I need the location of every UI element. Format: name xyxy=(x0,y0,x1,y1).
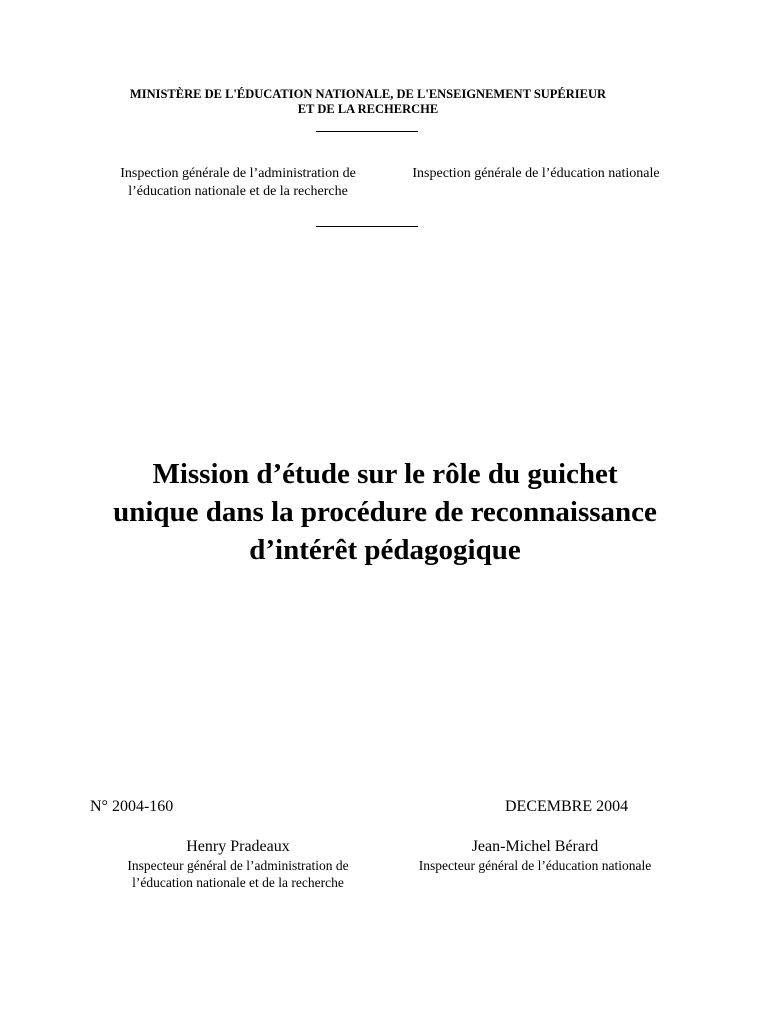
divider-top xyxy=(316,131,418,132)
ministry-line-2: ET DE LA RECHERCHE xyxy=(297,102,439,116)
divider-middle xyxy=(316,226,418,227)
author-block xyxy=(390,837,680,874)
report-date: DECEMBRE 2004 xyxy=(505,798,629,815)
ministry-line-1: MINISTÈRE DE L'ÉDUCATION NATIONALE, DE L'ENSEIGNEMENT SUPÉRIEUR xyxy=(129,87,607,101)
report-title-line-2: unique dans la procédure de reconnaissance xyxy=(113,496,657,528)
inspection-administration-line-1: Inspection générale de l’administration de xyxy=(120,166,356,181)
author-name: Henry Pradeaux xyxy=(186,838,290,855)
inspection-education xyxy=(386,165,686,183)
report-title xyxy=(40,455,730,569)
report-number: N° 2004-160 xyxy=(90,798,174,815)
ministry-header xyxy=(60,87,676,117)
author-role-line-1: Inspecteur général de l’éducation nationale xyxy=(418,858,652,873)
inspection-administration-line-2: l’éducation nationale et de la recherche xyxy=(128,184,348,199)
author-role-line-2: l’éducation nationale et de la recherche xyxy=(132,875,344,890)
author-block xyxy=(88,837,388,891)
inspection-education-line: Inspection générale de l’éducation nationale xyxy=(412,166,660,181)
author-role-line-1: Inspecteur général de l’administration de xyxy=(127,858,349,873)
report-title-line-1: Mission d’étude sur le rôle du guichet xyxy=(152,458,618,490)
report-title-line-3: d’intérêt pédagogique xyxy=(249,534,521,566)
inspection-administration xyxy=(90,165,386,201)
author-name: Jean-Michel Bérard xyxy=(471,838,599,855)
